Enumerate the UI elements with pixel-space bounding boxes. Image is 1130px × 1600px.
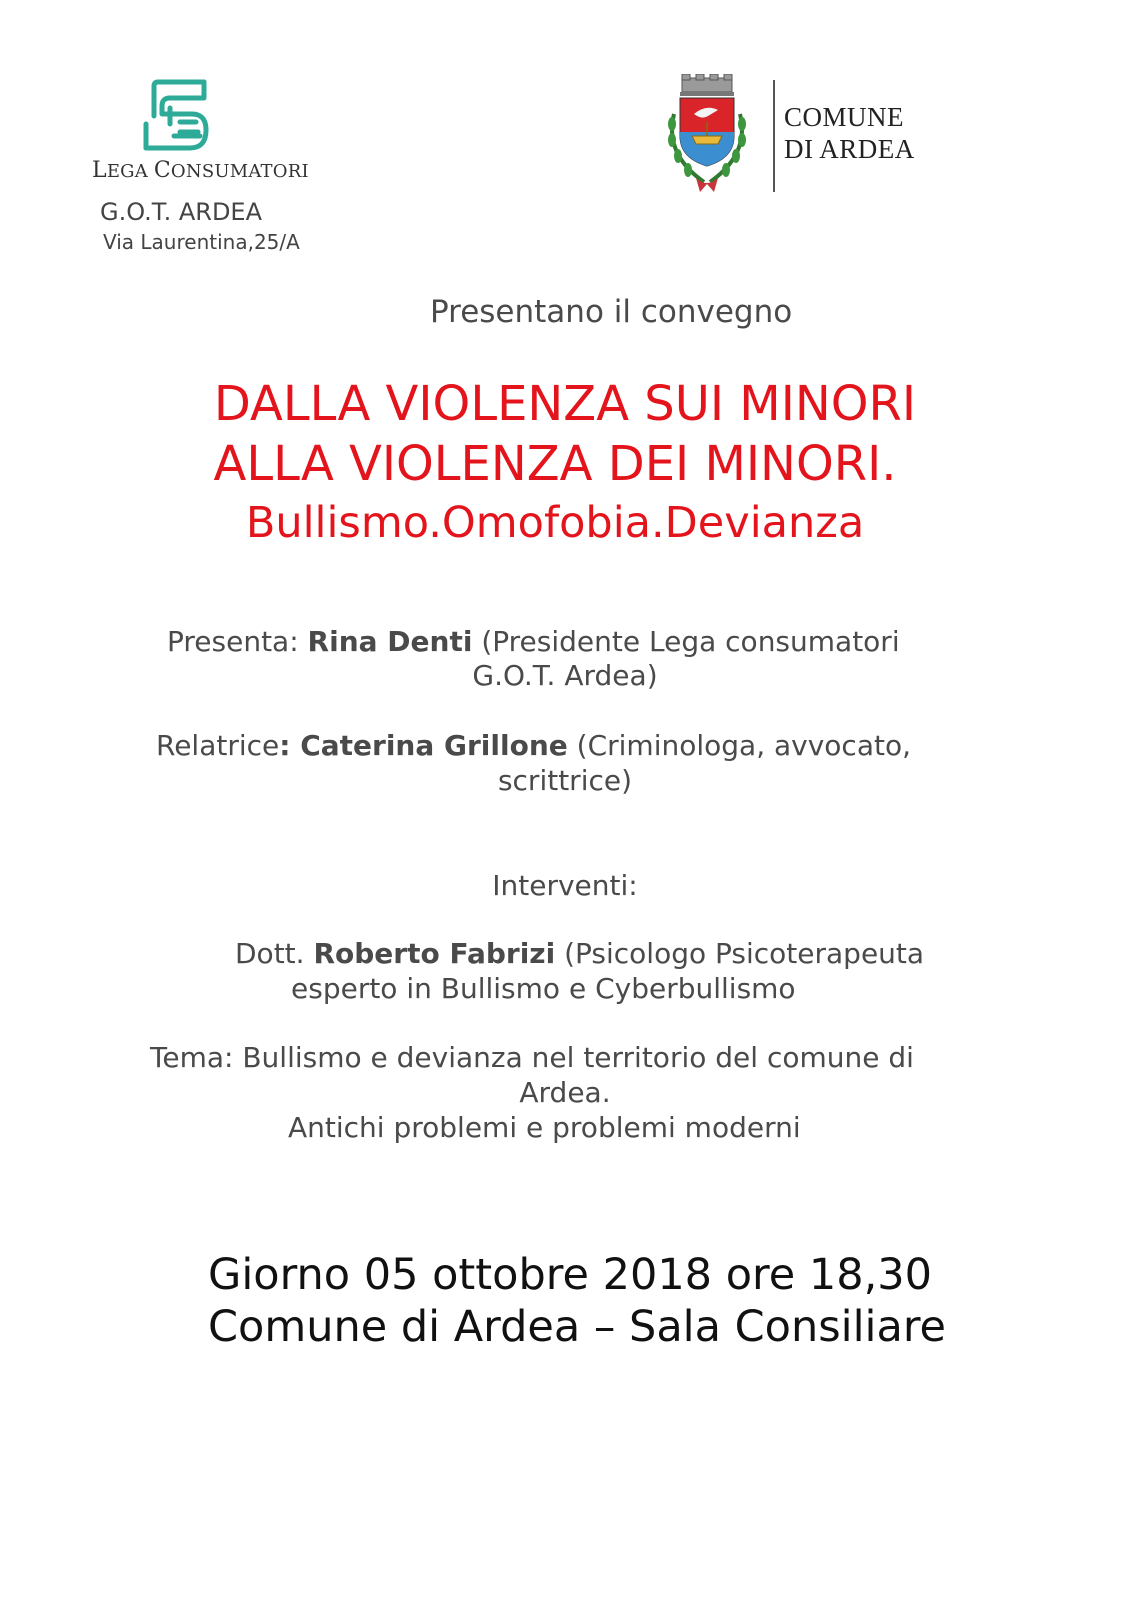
event-place: Comune di Ardea – Sala Consiliare xyxy=(208,1302,947,1352)
comune-crest-icon xyxy=(660,74,754,196)
interventi-label: Interventi: xyxy=(492,869,638,902)
title-line-2: ALLA VIOLENZA DEI MINORI. xyxy=(213,436,897,492)
intro-text: Presentano il convegno xyxy=(430,294,793,330)
lega-name-ega: EGA xyxy=(106,161,154,182)
dott-prefix: Dott. xyxy=(235,937,314,970)
title-line-3: Bullismo.Omofobia.Devianza xyxy=(245,498,865,548)
presenta-role-cont: G.O.T. Ardea) xyxy=(472,659,658,692)
presenta-label: Presenta: xyxy=(167,625,308,658)
presenta-name: Rina Denti xyxy=(307,625,473,658)
dott-role: (Psicologo Psicoterapeuta xyxy=(555,937,925,970)
crest-divider xyxy=(773,80,775,192)
event-date: Giorno 05 ottobre 2018 ore 18,30 xyxy=(208,1250,932,1300)
dott-line xyxy=(235,937,924,970)
lega-consumatori-logo-icon xyxy=(140,78,214,154)
dott-role-cont: esperto in Bullismo e Cyberbullismo xyxy=(291,972,796,1005)
comune-label-line2: DI ARDEA xyxy=(784,134,915,164)
lega-consumatori-name xyxy=(92,158,309,183)
presenta-role: (Presidente Lega consumatori xyxy=(472,625,900,658)
relatrice-role-cont: scrittrice) xyxy=(497,764,633,797)
tema-line-1: Tema: Bullismo e devianza nel territorio del comune di xyxy=(150,1041,914,1074)
relatrice-role: (Criminologa, avvocato, xyxy=(567,729,911,762)
dott-name: Roberto Fabrizi xyxy=(313,937,556,970)
title-line-1: DALLA VIOLENZA SUI MINORI xyxy=(213,376,917,432)
got-ardea-label: G.O.T. ARDEA xyxy=(100,198,262,226)
address-label: Via Laurentina,25/A xyxy=(103,230,300,254)
comune-label-line1: COMUNE xyxy=(784,102,905,132)
lega-name-initial-c: C xyxy=(153,158,171,183)
lega-name-onsumatori: ONSUMATORI xyxy=(170,161,309,182)
presenta-line xyxy=(167,625,900,658)
relatrice-name: : Caterina Grillone xyxy=(279,729,568,762)
lega-name-initial-l: L xyxy=(92,158,107,183)
tema-line-2: Ardea. xyxy=(519,1076,611,1109)
relatrice-label: Relatrice xyxy=(156,729,280,762)
relatrice-line xyxy=(156,729,911,762)
tema-line-3: Antichi problemi e problemi moderni xyxy=(288,1111,801,1144)
